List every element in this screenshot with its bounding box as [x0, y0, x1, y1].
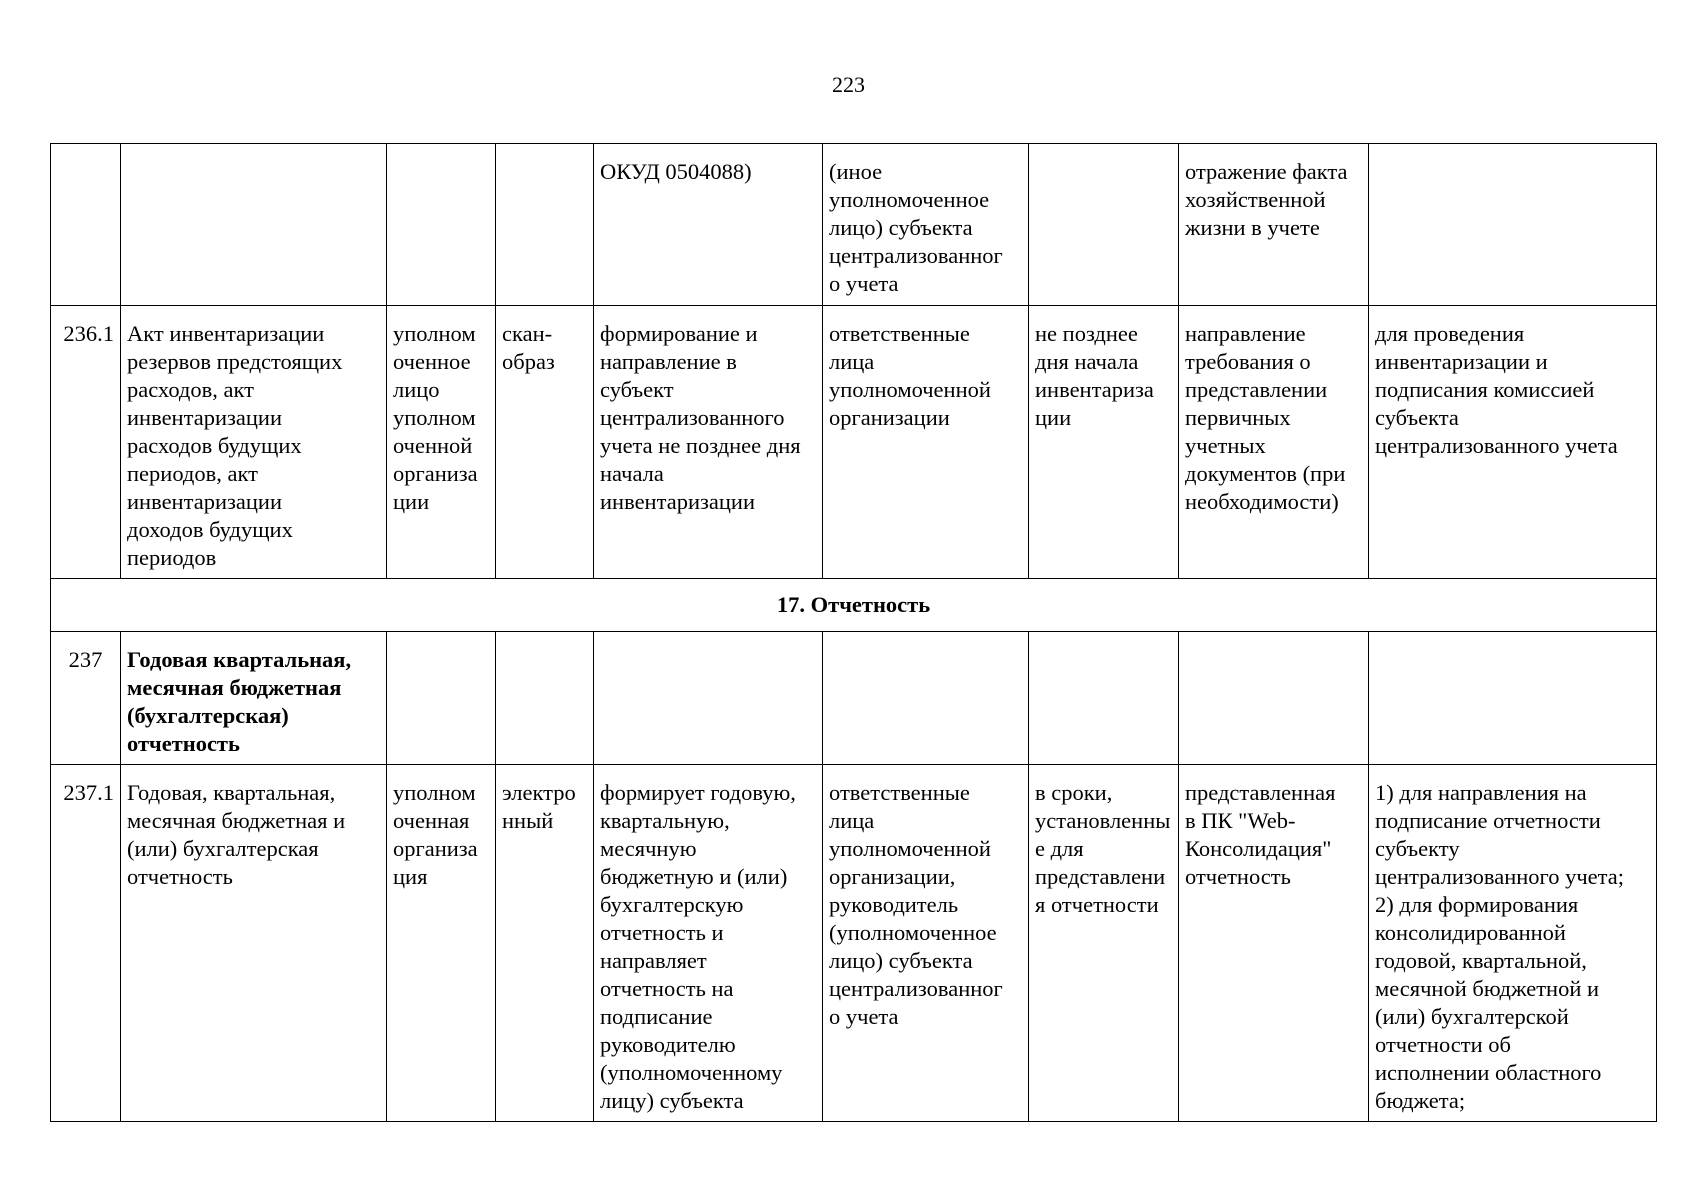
- document-name-cell: Акт инвентаризации резервов предстоящих расходов, акт инвентаризации расходов будущих периодов, акт инвентаризации доходов будущих периодов: [121, 306, 387, 579]
- purpose-cell: [1369, 144, 1657, 306]
- action-cell: формирование и направление в субъект централизованного учета не позднее дня начала инвентаризации: [594, 306, 823, 579]
- officials-cell: (иное уполномоченное лицо) субъекта централизованног о учета: [823, 144, 1029, 306]
- result-cell: [1179, 632, 1369, 765]
- officials-cell: ответственные лица уполномоченной организации: [823, 306, 1029, 579]
- document-table: [50, 143, 1657, 1122]
- table-row: [51, 306, 1657, 579]
- responsible-party-cell: уполном оченное лицо уполном оченной организа ции: [387, 306, 496, 579]
- document-name-cell: Годовая квартальная, месячная бюджетная (бухгалтерская) отчетность: [121, 632, 387, 765]
- format-cell: электро нный: [496, 765, 594, 1122]
- document-name-cell: Годовая, квартальная, месячная бюджетная и (или) бухгалтерская отчетность: [121, 765, 387, 1122]
- deadline-cell: [1029, 632, 1179, 765]
- format-cell: [496, 144, 594, 306]
- table-row: [51, 144, 1657, 306]
- table-row: [51, 632, 1657, 765]
- deadline-cell: не позднее дня начала инвентариза ции: [1029, 306, 1179, 579]
- responsible-party-cell: уполном оченная организа ция: [387, 765, 496, 1122]
- purpose-cell: для проведения инвентаризации и подписания комиссией субъекта централизованного учета: [1369, 306, 1657, 579]
- document-name-cell: [121, 144, 387, 306]
- format-cell: [496, 632, 594, 765]
- row-number-cell: [51, 144, 121, 306]
- result-cell: направление требования о представлении первичных учетных документов (при необходимости): [1179, 306, 1369, 579]
- page-number: 223: [832, 72, 865, 97]
- result-cell: отражение факта хозяйственной жизни в учете: [1179, 144, 1369, 306]
- result-cell: представленная в ПК "Web- Консолидация" отчетность: [1179, 765, 1369, 1122]
- format-cell: скан- образ: [496, 306, 594, 579]
- section-heading-row: [51, 579, 1657, 632]
- action-cell: [594, 632, 823, 765]
- section-heading: 17. Отчетность: [51, 579, 1657, 632]
- purpose-cell: [1369, 632, 1657, 765]
- officials-cell: [823, 632, 1029, 765]
- responsible-party-cell: [387, 632, 496, 765]
- row-number-cell: 237.1: [51, 765, 121, 1122]
- table-row: [51, 765, 1657, 1122]
- officials-cell: ответственные лица уполномоченной организации, руководитель (уполномоченное лицо) субъекта централизованног о учета: [823, 765, 1029, 1122]
- action-cell: ОКУД 0504088): [594, 144, 823, 306]
- row-number-cell: 236.1: [51, 306, 121, 579]
- row-number-cell: 237: [51, 632, 121, 765]
- action-cell: формирует годовую, квартальную, месячную бюджетную и (или) бухгалтерскую отчетность и направляет отчетность на подписание руководителю (уполномоченному лицу) субъекта: [594, 765, 823, 1122]
- deadline-cell: [1029, 144, 1179, 306]
- deadline-cell: в сроки, установленны е для представлени я отчетности: [1029, 765, 1179, 1122]
- purpose-cell: 1) для направления на подписание отчетности субъекту централизованного учета; 2) для формирования консолидированной годовой, квартальной, месячной бюджетной и (или) бухгалтерской отчетности об исполнении областного бюджета;: [1369, 765, 1657, 1122]
- responsible-party-cell: [387, 144, 496, 306]
